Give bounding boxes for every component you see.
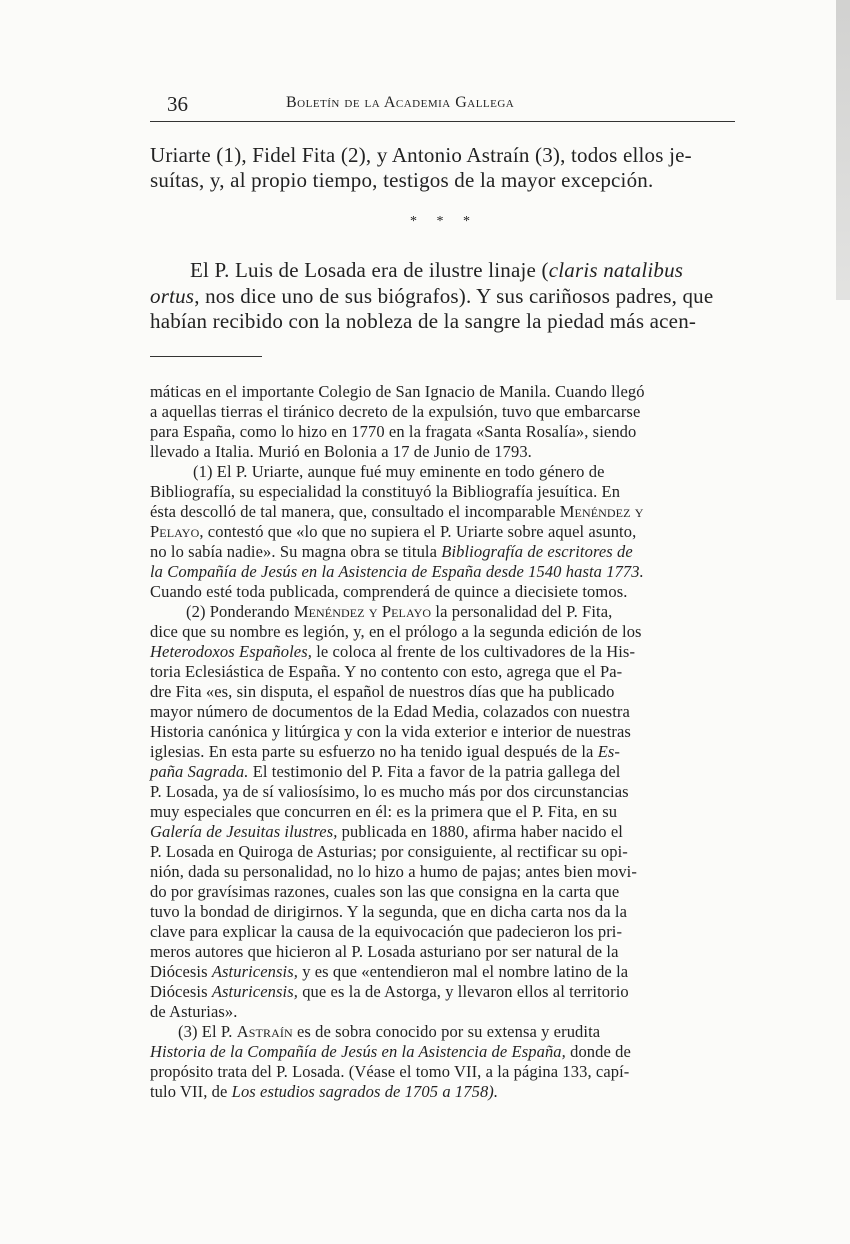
footnote-2-line: do por gravísimas razones, cuales son las que consigna en la carta que xyxy=(150,882,620,901)
footnote-line: máticas en el importante Colegio de San Ignacio de Manila. Cuando llegó xyxy=(150,382,645,401)
body-line: El P. Luis de Losada era de ilustre linaje (claris natalibus xyxy=(190,258,684,282)
footnote-2-line: Diócesis Asturicensis, y es que «entendieron mal el nombre latino de la xyxy=(150,962,629,981)
footnote-2-line: dice que su nombre es legión, y, en el prólogo a la segunda edición de los xyxy=(150,622,642,641)
footnote-3-line: (3) El P. Astraín es de sobra conocido por su extensa y erudita xyxy=(178,1022,601,1041)
footnote-1-line: Cuando esté toda publicada, comprenderá de quince a diecisiete tomos. xyxy=(150,582,628,601)
footnote-2-line: meros autores que hicieron al P. Losada asturiano por ser natural de la xyxy=(150,942,619,961)
footnote-rule xyxy=(150,356,262,357)
body-line: habían recibido con la nobleza de la sangre la piedad más acen- xyxy=(150,309,697,333)
footnote-2-line: Galería de Jesuitas ilustres, publicada en 1880, afirma haber nacido el xyxy=(150,822,623,841)
footnote-1-line: ésta descolló de tal manera, que, consultado el incomparable Menéndez y xyxy=(150,502,644,521)
footnote-2-line: paña Sagrada. El testimonio del P. Fita a favor de la patria gallega del xyxy=(150,762,621,781)
footnote-2-line: iglesias. En esta parte su esfuerzo no ha tenido igual después de la Es- xyxy=(150,742,620,761)
footnote-2-line: clave para explicar la causa de la equivocación que padecieron los pri- xyxy=(150,922,623,941)
footnote-2-line: P. Losada, ya de sí valiosísimo, lo es mucho más por dos circunstancias xyxy=(150,782,629,801)
journal-title: Boletín de la Academia Gallega xyxy=(286,94,515,111)
footnote-2-line: Historia canónica y litúrgica y con la vida exterior e interior de nuestras xyxy=(150,722,631,741)
footnote-3-line: propósito trata del P. Losada. (Véase el tomo VII, a la página 133, capí- xyxy=(150,1062,630,1081)
page-number: 36 xyxy=(167,92,188,116)
body-line: suítas, y, al propio tiempo, testigos de la mayor excepción. xyxy=(150,168,654,192)
footnote-2-line: muy especiales que concurren en él: es la primera que el P. Fita, en su xyxy=(150,802,618,821)
footnote-2-line: mayor número de documentos de la Edad Media, colazados con nuestra xyxy=(150,702,630,721)
footnote-2-line: dre Fita «es, sin disputa, el español de nuestros días que ha publicado xyxy=(150,682,615,701)
footnote-2-line: (2) Ponderando Menéndez y Pelayo la personalidad del P. Fita, xyxy=(186,602,613,621)
footnote-2-line: Diócesis Asturicensis, que es la de Astorga, y llevaron ellos al territorio xyxy=(150,982,629,1001)
footnote-1-line: la Compañía de Jesús en la Asistencia de España desde 1540 hasta 1773. xyxy=(150,562,644,581)
footnote-line: a aquellas tierras el tiránico decreto de la expulsión, tuvo que embarcarse xyxy=(150,402,641,421)
body-line: Uriarte (1), Fidel Fita (2), y Antonio Astraín (3), todos ellos je- xyxy=(150,143,692,167)
footnote-2-line: P. Losada en Quiroga de Asturias; por consiguiente, al rectificar su opi- xyxy=(150,842,628,861)
body-line: ortus, nos dice uno de sus biógrafos). Y sus cariñosos padres, que xyxy=(150,284,714,308)
footnote-1-line: Pelayo, contestó que «lo que no supiera el P. Uriarte sobre aquel asunto, xyxy=(150,522,637,541)
footnote-1-line: (1) El P. Uriarte, aunque fué muy eminente en todo género de xyxy=(193,462,605,481)
footnote-2-line: Heterodoxos Españoles, le coloca al frente de los cultivadores de la His- xyxy=(150,642,636,661)
footnote-2-line: de Asturias». xyxy=(150,1002,238,1021)
footnote-2-line: tuvo la bondad de dirigirnos. Y la segunda, que en dicha carta nos da la xyxy=(150,902,627,921)
footnote-1-line: no lo sabía nadie». Su magna obra se titula Bibliografía de escritores de xyxy=(150,542,633,561)
footnote-line: para España, como lo hizo en 1770 en la fragata «Santa Rosalía», siendo xyxy=(150,422,637,441)
footnote-2-line: nión, dada su personalidad, no lo hizo a humo de pajas; antes bien movi- xyxy=(150,862,637,881)
scan-edge-shadow xyxy=(836,0,850,300)
header-rule xyxy=(150,121,735,122)
footnote-line: llevado a Italia. Murió en Bolonia a 17 de Junio de 1793. xyxy=(150,442,532,461)
footnote-2-line: toria Eclesiástica de España. Y no contento con esto, agrega que el Pa- xyxy=(150,662,623,681)
section-separator: * * * xyxy=(410,214,478,229)
footnote-1-line: Bibliografía, su especialidad la constituyó la Bibliografía jesuítica. En xyxy=(150,482,621,501)
footnote-3-line: tulo VII, de Los estudios sagrados de 1705 a 1758). xyxy=(150,1082,499,1101)
footnote-3-line: Historia de la Compañía de Jesús en la Asistencia de España, donde de xyxy=(150,1042,631,1061)
